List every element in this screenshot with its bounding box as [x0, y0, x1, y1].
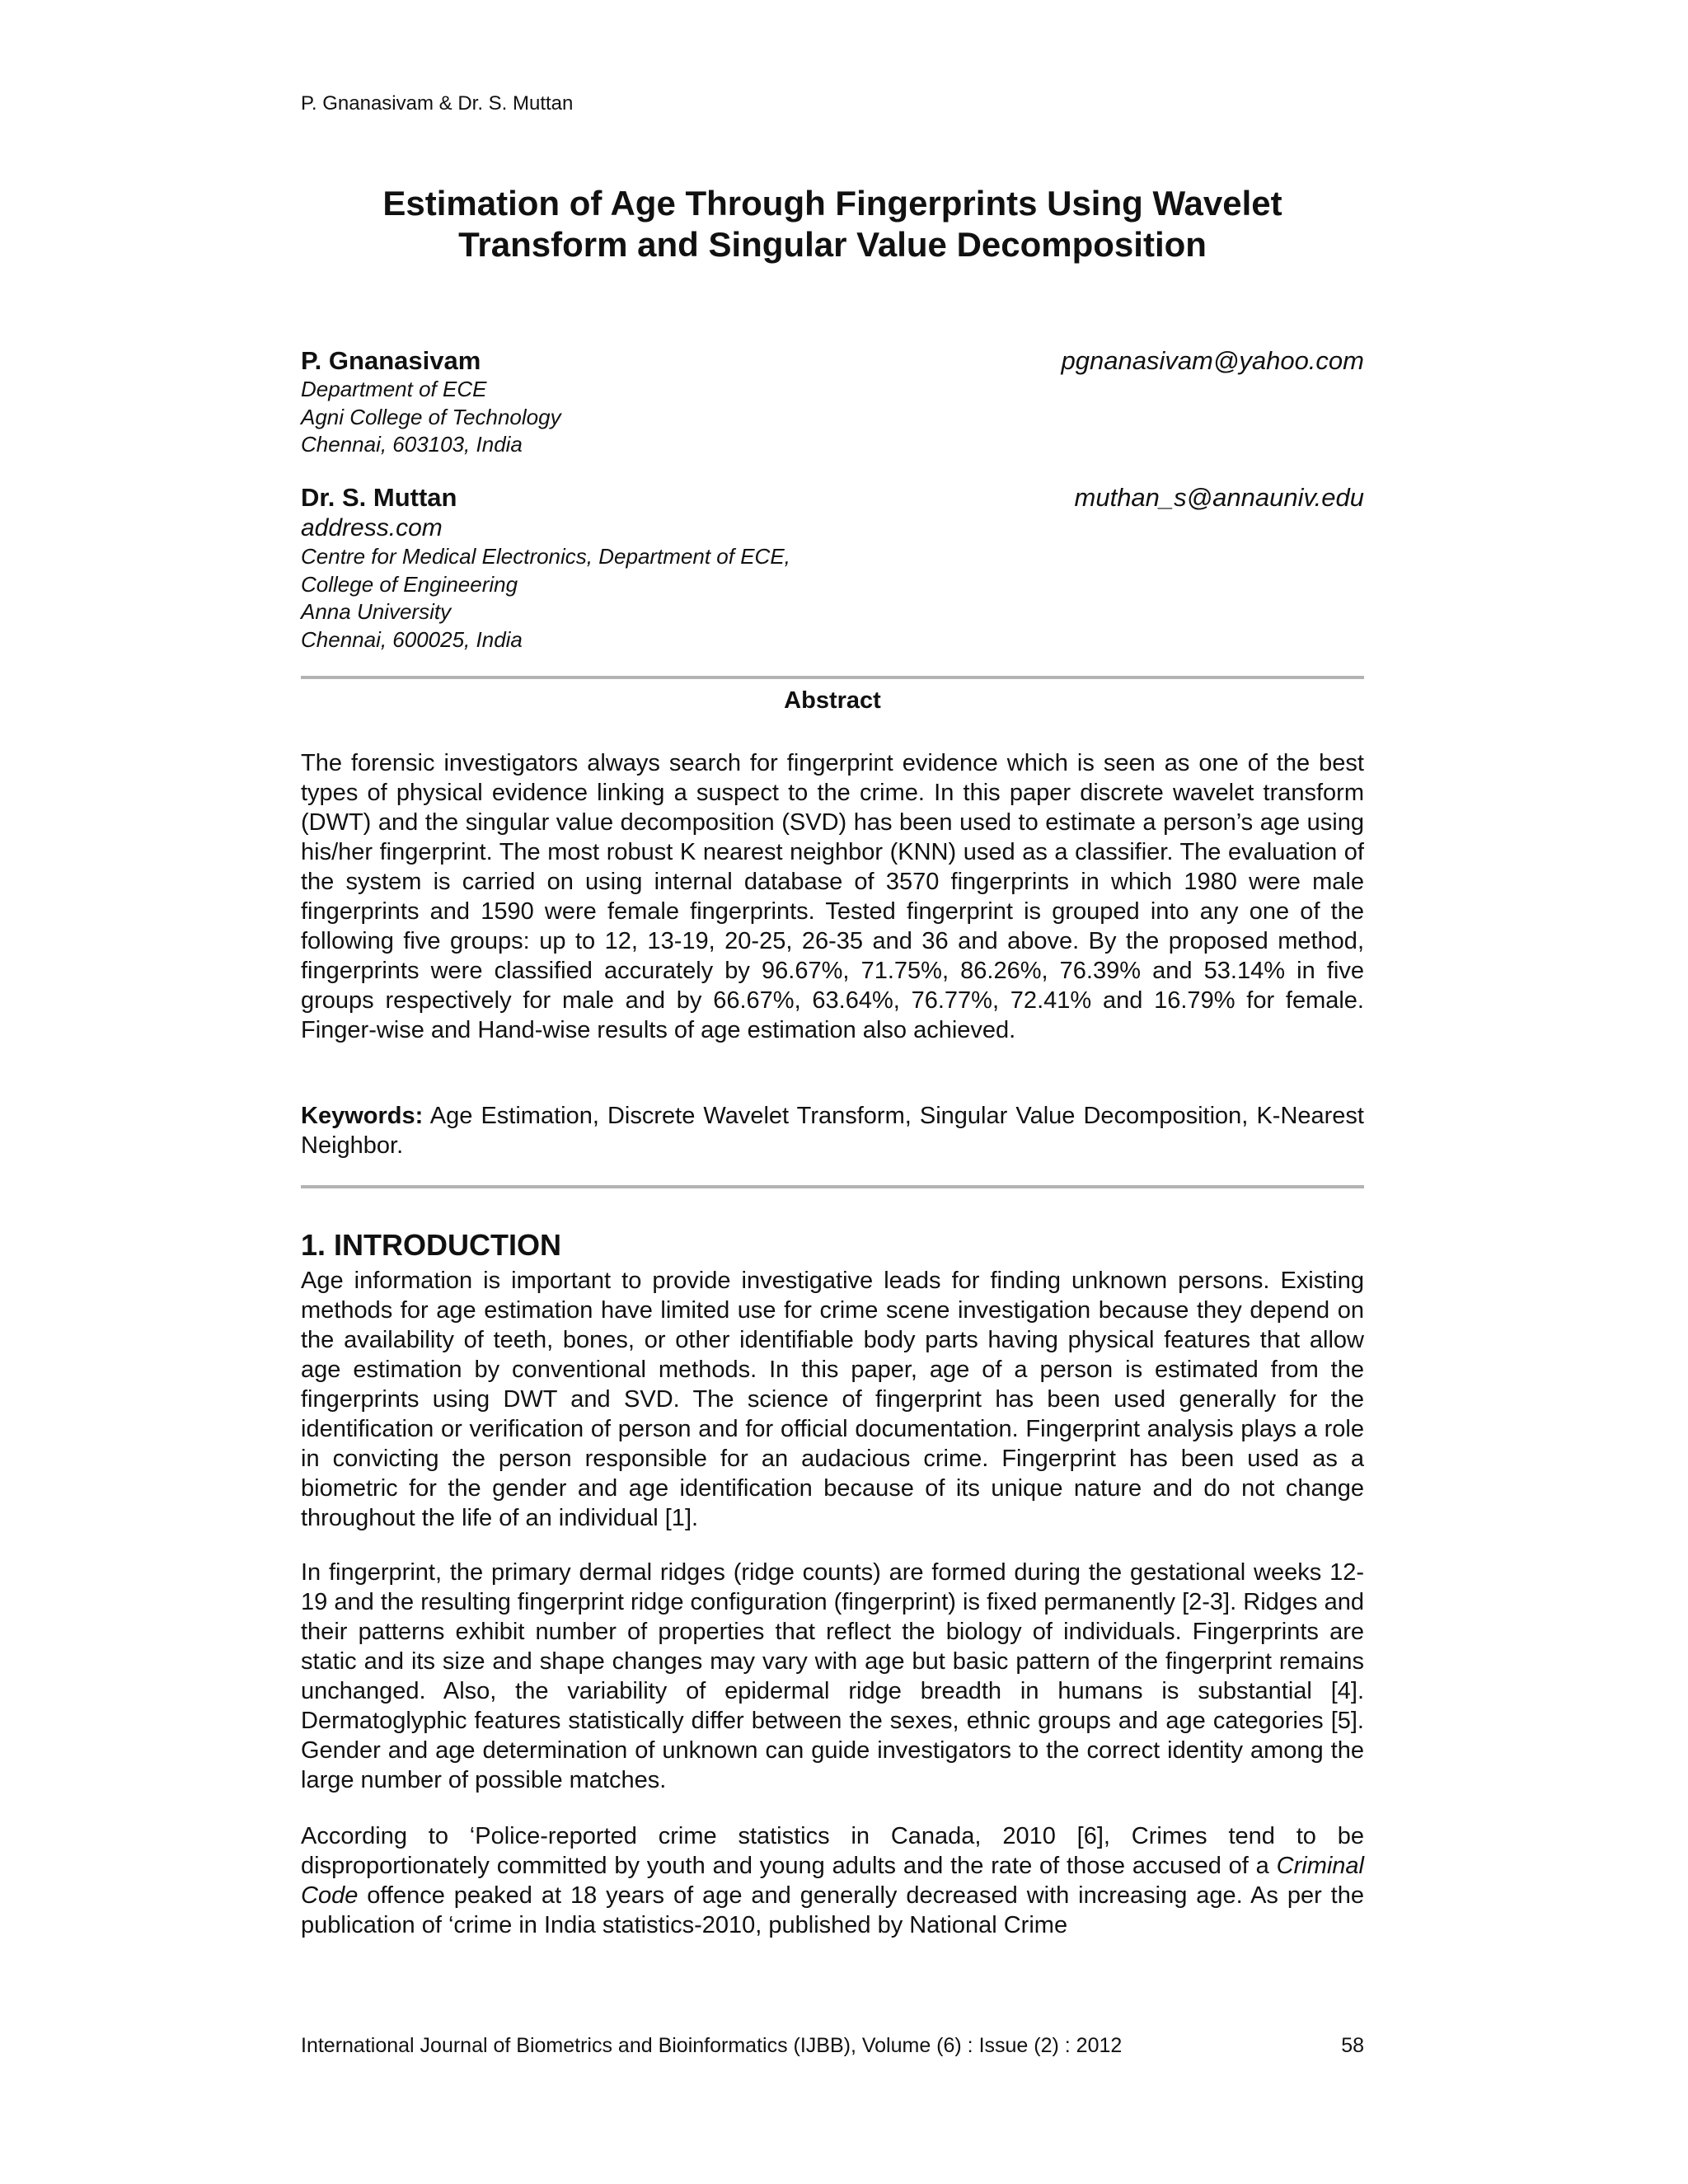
- page-footer: [301, 2033, 1364, 2058]
- author-affiliation-line: Centre for Medical Electronics, Department of ECE,: [301, 544, 790, 569]
- page-number: 58: [1341, 2034, 1364, 2057]
- footer-journal: International Journal of Biometrics and Bioinformatics (IJBB), Volume (6) : Issue (2) : 2012: [301, 2034, 1123, 2057]
- horizontal-rule-bottom: [301, 1185, 1364, 1188]
- author-address-extra: address.com: [301, 514, 443, 541]
- author-block-2: [301, 483, 1364, 654]
- keywords-text: Age Estimation, Discrete Wavelet Transform, Singular Value Decomposition, K-Nearest Neighbor.: [301, 1103, 1364, 1159]
- author-affiliation-line: Chennai, 600025, India: [301, 626, 523, 652]
- running-head: P. Gnanasivam & Dr. S. Muttan: [301, 92, 574, 115]
- intro-3-text-end: offence peaked at 18 years of age and generally decreased with increasing age. As per the publication of ‘crime in India statistics-2010, published by National Crime: [301, 1882, 1364, 1938]
- author-affiliation-line: College of Engineering: [301, 571, 518, 597]
- keywords-label: Keywords:: [301, 1103, 424, 1129]
- paper-title-line-1: Estimation of Age Through Fingerprints Using Wavelet: [382, 184, 1282, 223]
- abstract-heading: Abstract: [784, 687, 881, 714]
- abstract-text: The forensic investigators always search for fingerprint evidence which is seen as one of the best types of physical evidence linking a suspect to the crime. In this paper discrete wavelet transform (DWT) and the singular value decomposition (SVD) has been used to estimate a person’s age using his/her fingerprint. The most robust K nearest neighbor (KNN) used as a classifier. The evaluation of the system is carried on using internal database of 3570 fingerprints in which 1980 were male fingerprints and 1590 were female fingerprints. Tested fingerprint is grouped into any one of the following five groups: up to 12, 13-19, 20-25, 26-35 and 36 and above. By the proposed method, fingerprints were classified accurately by 96.67%, 71.75%, 86.26%, 76.39% and 53.14% in five groups respectively for male and by 66.67%, 63.64%, 76.77%, 72.41% and 16.79% for female. Finger-wise and Hand-wise results of age estimation also achieved.: [301, 750, 1364, 1043]
- intro-3-italic-term: Criminal Code: [301, 1853, 1364, 1909]
- author-affiliation-line: Department of ECE: [301, 377, 487, 401]
- introduction-paragraph-1: Age information is important to provide investigative leads for finding unknown persons. Existing methods for age estimation have limited use for crime scene investigation because they depend on the availability of teeth, bones, or other identifiable body parts having physical features that allow age estimation by conventional methods. In this paper, age of a person is estimated from the fingerprints using DWT and SVD. The science of fingerprint has been used generally for the identification or verification of person and for official documentation. Fingerprint analysis plays a role in convicting the person responsible for an audacious crime. Fingerprint has been used as a biometric for the gender and age identification because of its unique nature and do not change throughout the life of an individual [1].: [301, 1268, 1364, 1531]
- section-heading-introduction: 1. INTRODUCTION: [301, 1228, 562, 1262]
- author-affiliation-line: Agni College of Technology: [301, 404, 561, 429]
- author-name: P. Gnanasivam: [301, 346, 481, 375]
- horizontal-rule-top: [301, 676, 1364, 679]
- intro-3-text-start: According to ‘Police-reported crime statistics in Canada, 2010 [6], Crimes tend to be disproportionately committed by youth and young adults and the rate of those accused of a: [301, 1823, 1364, 1879]
- paper-title: [301, 183, 1364, 265]
- author-name: Dr. S. Muttan: [301, 483, 457, 512]
- paper-page: [301, 0, 1364, 2184]
- author-email: muthan_s@annauniv.edu: [1074, 483, 1364, 512]
- author-affiliation-line: Chennai, 603103, India: [301, 432, 523, 457]
- introduction-paragraph-2: In fingerprint, the primary dermal ridges (ridge counts) are formed during the gestational weeks 12-19 and the resulting fingerprint ridge configuration (fingerprint) is fixed permanently [2-3]. Ridges and their patterns exhibit number of properties that reflect the biology of individuals. Fingerprints are static and its size and shape changes may vary with age but basic pattern of the fingerprint remains unchanged. Also, the variability of epidermal ridge breadth in humans is substantial [4]. Dermatoglyphic features statistically differ between the sexes, ethnic groups and age categories [5]. Gender and age determination of unknown can guide investigators to the correct identity among the large number of possible matches.: [301, 1559, 1364, 1793]
- author-email: pgnanasivam@yahoo.com: [1061, 346, 1364, 375]
- introduction-paragraph-3: [301, 1821, 1364, 1940]
- keywords: [301, 1101, 1364, 1160]
- paper-title-line-2: Transform and Singular Value Decomposition: [458, 225, 1207, 264]
- author-block-1: [301, 346, 1364, 459]
- author-affiliation-line: Anna University: [301, 599, 452, 624]
